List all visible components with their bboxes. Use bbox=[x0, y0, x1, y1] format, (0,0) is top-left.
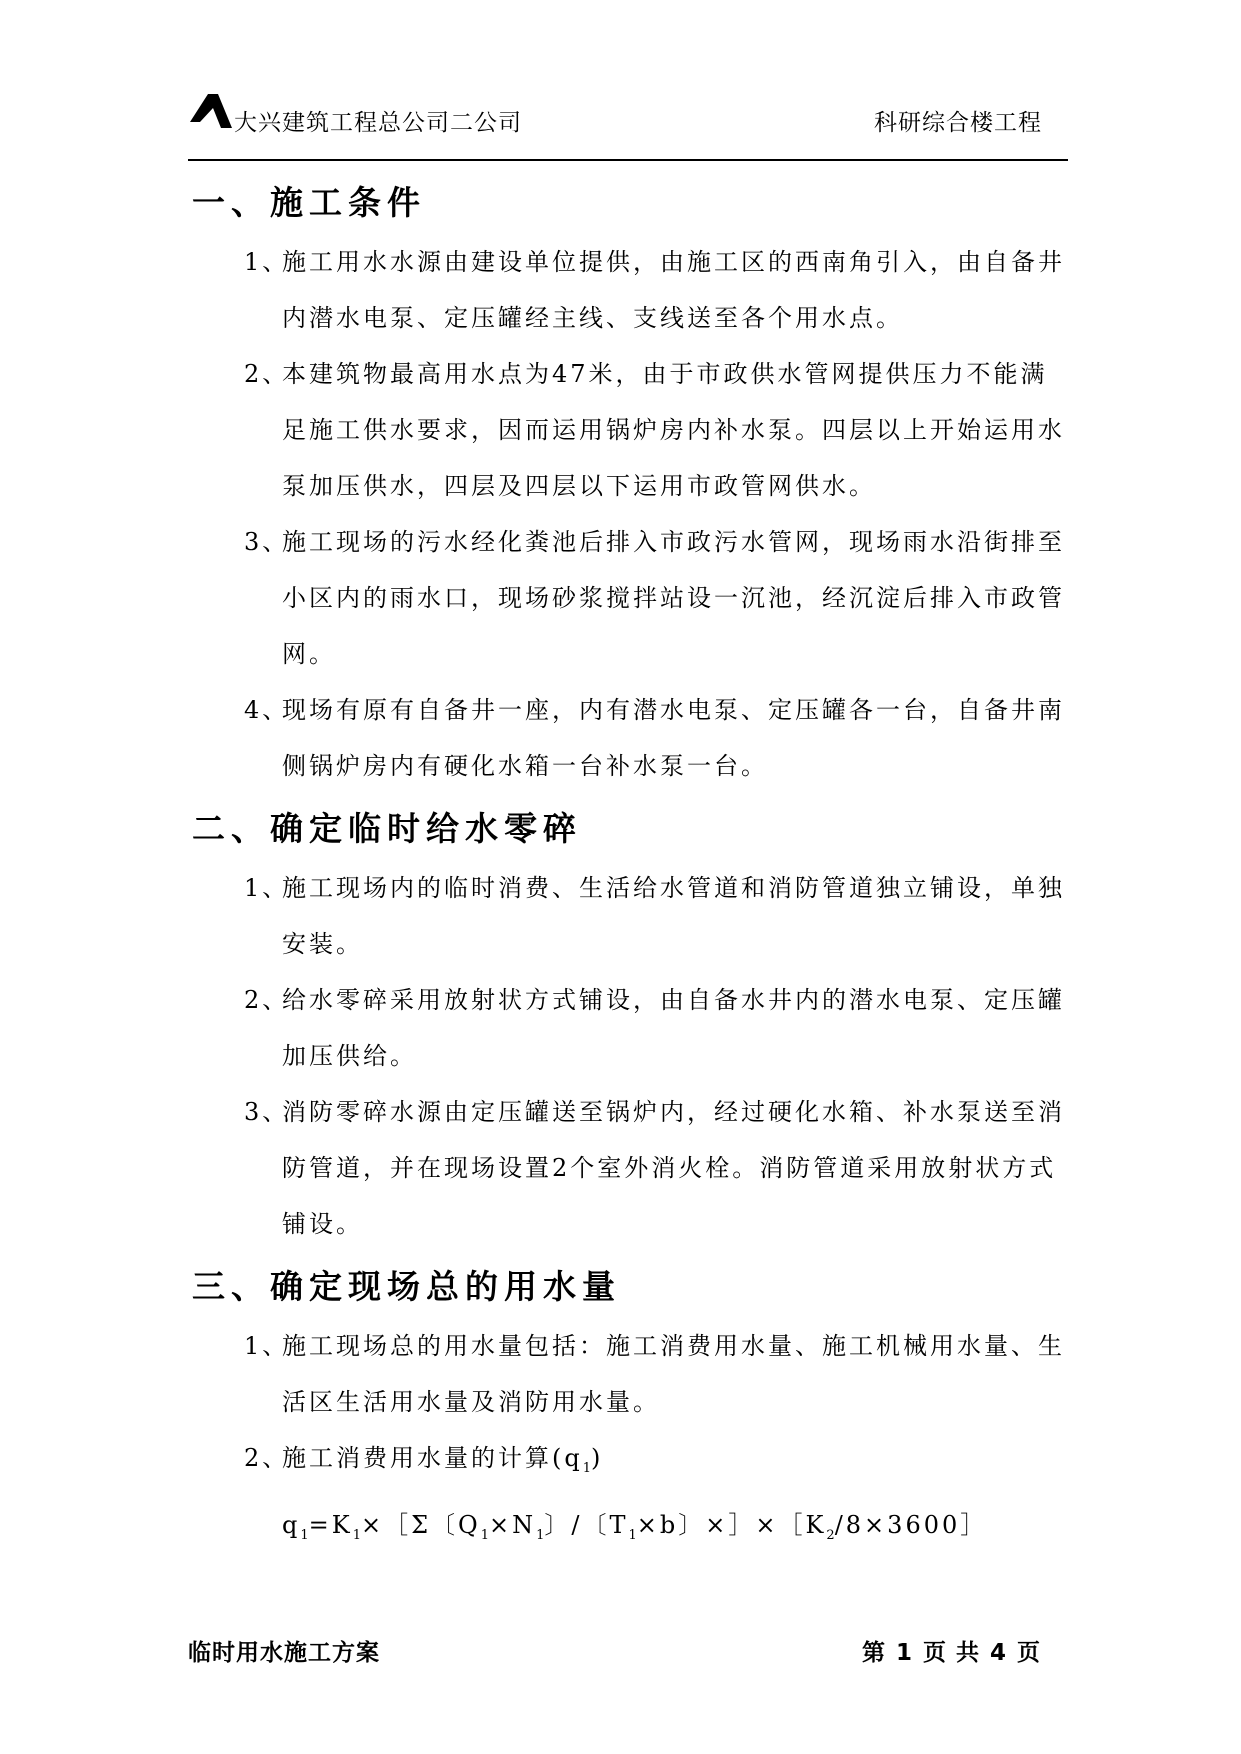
subscript: 1 bbox=[582, 1460, 592, 1476]
item-number: 4、 bbox=[244, 696, 290, 724]
item-text: 施工现场内的临时消费、生活给水管道和消防管道独立铺设，单独安装。 bbox=[282, 874, 1065, 958]
item-number: 2、 bbox=[244, 1444, 290, 1472]
list-item bbox=[192, 234, 1072, 346]
item-text: 施工现场的污水经化粪池后排入市政污水管网，现场雨水沿街排至小区内的雨水口，现场砂浆搅拌站设一沉池，经沉淀后排入市政管网。 bbox=[282, 528, 1065, 668]
triangle-logo-icon bbox=[188, 94, 232, 128]
item-number: 1、 bbox=[244, 248, 290, 276]
item-text: 消防零碎水源由定压罐送至锅炉内，经过硬化水箱、补水泵送至消防管道，并在现场设置2个室外消火栓。消防管道采用放射状方式铺设。 bbox=[282, 1098, 1065, 1238]
item-number: 2、 bbox=[244, 986, 290, 1014]
list-item bbox=[192, 860, 1072, 972]
list-item bbox=[192, 346, 1072, 514]
item-text: 现场有原有自备井一座，内有潜水电泵、定压罐各一台，自备井南侧锅炉房内有硬化水箱一台补水泵一台。 bbox=[282, 696, 1065, 780]
item-number: 2、 bbox=[244, 360, 290, 388]
item-text: 施工用水水源由建设单位提供，由施工区的西南角引入，由自备井内潜水电泵、定压罐经主线、支线送至各个用水点。 bbox=[282, 248, 1065, 332]
header-divider bbox=[188, 159, 1068, 161]
page-header bbox=[188, 86, 1068, 140]
footer-document-title: 临时用水施工方案 bbox=[188, 1640, 380, 1666]
item-number: 3、 bbox=[244, 1098, 290, 1126]
item-text: 施工消费用水量的计算(q bbox=[282, 1444, 583, 1472]
list-item bbox=[192, 1430, 1072, 1497]
item-text: 本建筑物最高用水点为47米，由于市政供水管网提供压力不能满足施工供水要求，因而运用锅炉房内补水泵。四层以上开始运用水泵加压供水，四层及四层以下运用市政管网供水。 bbox=[282, 360, 1065, 500]
item-text: 给水零碎采用放射状方式铺设，由自备水井内的潜水电泵、定压罐加压供给。 bbox=[282, 986, 1065, 1070]
item-number: 1、 bbox=[244, 874, 290, 902]
list-item bbox=[192, 1318, 1072, 1430]
list-item bbox=[192, 1084, 1072, 1252]
document-body bbox=[192, 172, 1072, 1564]
list-item bbox=[192, 514, 1072, 682]
item-text-tail: ) bbox=[591, 1444, 604, 1472]
item-number: 3、 bbox=[244, 528, 290, 556]
item-number: 1、 bbox=[244, 1332, 290, 1360]
section-title: 二、确定临时给水零碎 bbox=[192, 809, 582, 848]
list-item bbox=[192, 972, 1072, 1084]
section-title: 一、施工条件 bbox=[192, 183, 426, 222]
list-item bbox=[192, 682, 1072, 794]
company-name: 大兴建筑工程总公司二公司 bbox=[234, 110, 522, 136]
project-name: 科研综合楼工程 bbox=[874, 110, 1042, 136]
item-text: 施工现场总的用水量包括：施工消费用水量、施工机械用水量、生活区生活用水量及消防用水量。 bbox=[282, 1332, 1065, 1416]
formula: $q_1=K_1\times[\Sigma$〔$Q_1\times N_1$〕/〔$T_1\times b$〕$\times]\times[K_2/8\times 3600]$ bbox=[282, 1510, 988, 1543]
page-number: 第 1 页 共 4 页 bbox=[861, 1640, 1041, 1666]
section-title: 三、确定现场总的用水量 bbox=[192, 1267, 621, 1306]
